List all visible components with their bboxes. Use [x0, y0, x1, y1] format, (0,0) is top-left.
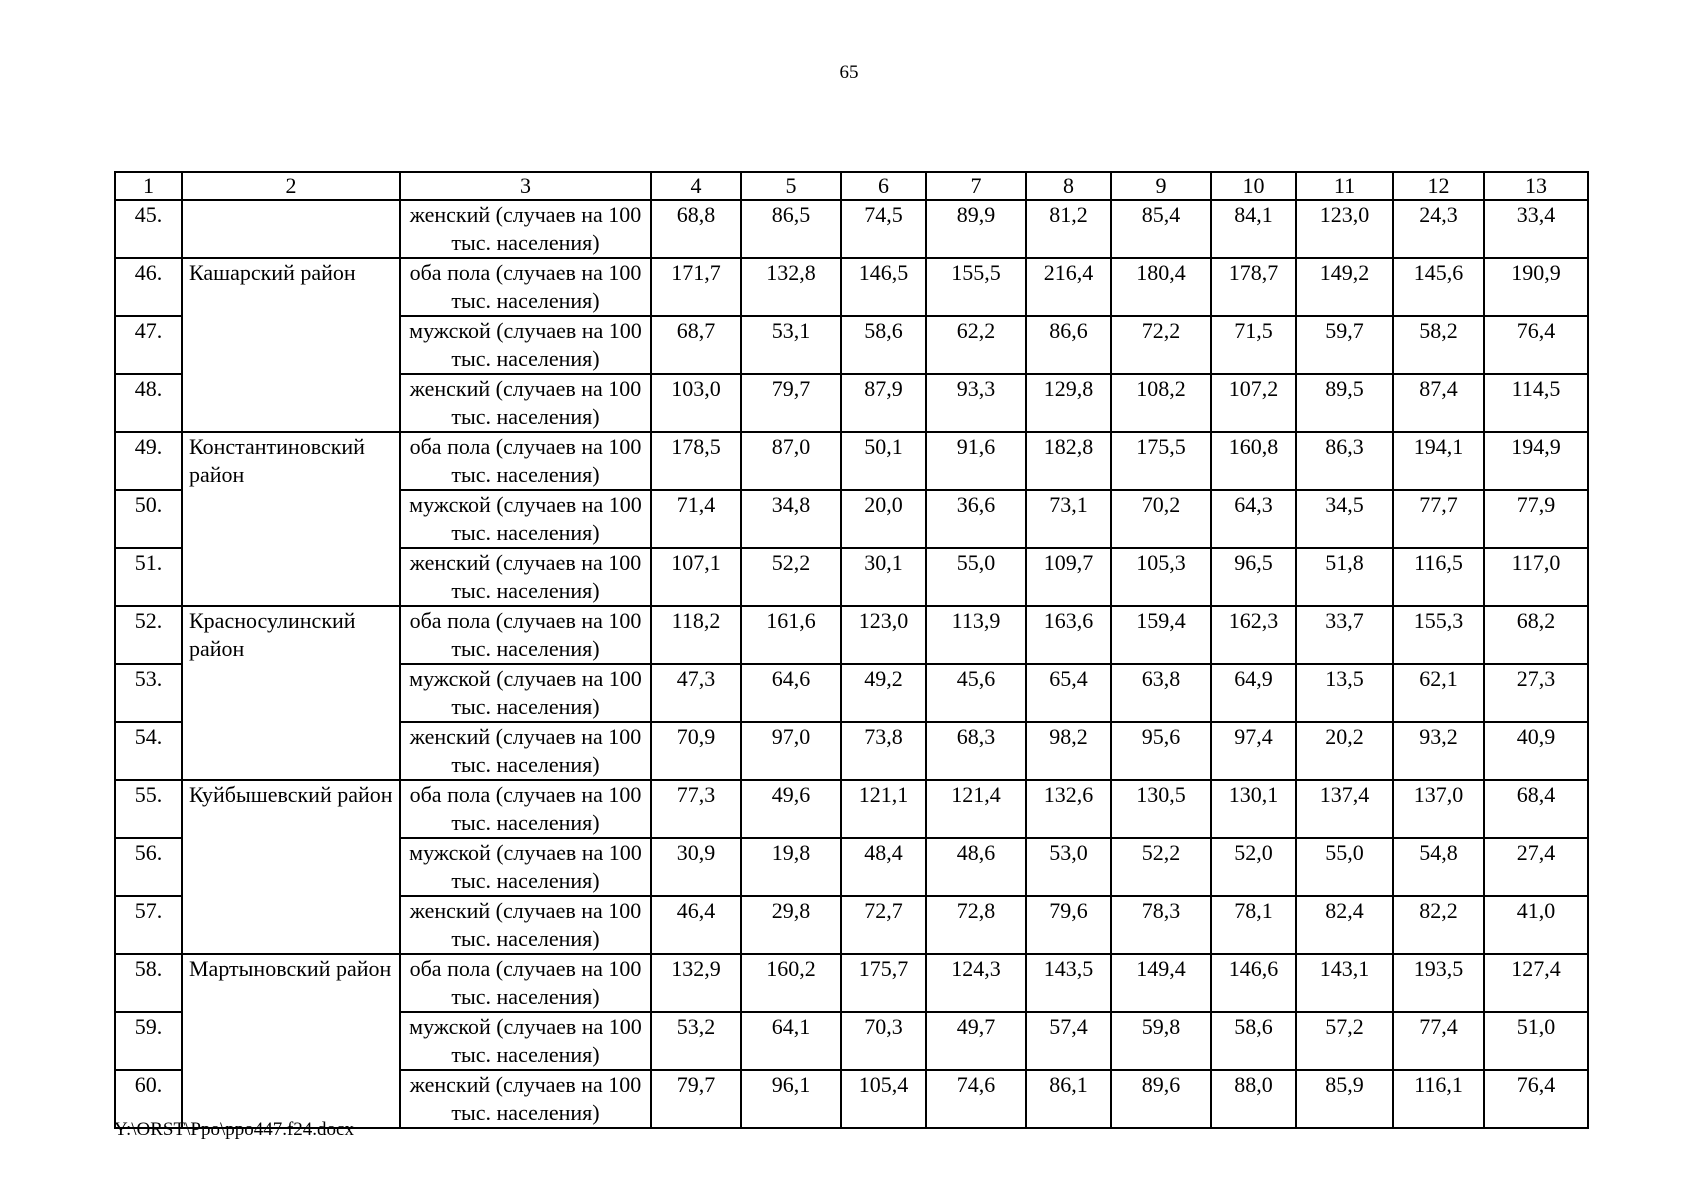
value-cell: 160,8: [1211, 432, 1296, 490]
value-cell: 146,6: [1211, 954, 1296, 1012]
value-cell: 116,1: [1393, 1070, 1484, 1128]
value-cell: 46,4: [651, 896, 741, 954]
value-cell: 65,4: [1026, 664, 1111, 722]
value-cell: 103,0: [651, 374, 741, 432]
value-cell: 77,3: [651, 780, 741, 838]
value-cell: 47,3: [651, 664, 741, 722]
indicator-label: оба пола (случаев на 100 тыс. населения): [400, 780, 651, 838]
column-header: 4: [651, 172, 741, 200]
table-row: [115, 200, 1588, 258]
row-number: 51.: [115, 548, 182, 606]
value-cell: 193,5: [1393, 954, 1484, 1012]
value-cell: 89,9: [926, 200, 1026, 258]
indicator-label: мужской (случаев на 100 тыс. населения): [400, 490, 651, 548]
table-body: [115, 172, 1588, 1128]
value-cell: 34,5: [1296, 490, 1393, 548]
district-name: Красносулинский район: [182, 606, 400, 780]
row-number: 57.: [115, 896, 182, 954]
value-cell: 74,6: [926, 1070, 1026, 1128]
value-cell: 68,7: [651, 316, 741, 374]
value-cell: 194,1: [1393, 432, 1484, 490]
value-cell: 49,2: [841, 664, 926, 722]
indicator-label: женский (случаев на 100 тыс. населения): [400, 548, 651, 606]
value-cell: 51,8: [1296, 548, 1393, 606]
value-cell: 87,0: [741, 432, 841, 490]
value-cell: 98,2: [1026, 722, 1111, 780]
value-cell: 48,6: [926, 838, 1026, 896]
column-header: 8: [1026, 172, 1111, 200]
value-cell: 87,9: [841, 374, 926, 432]
indicator-label: мужской (случаев на 100 тыс. населения): [400, 1012, 651, 1070]
indicator-label: оба пола (случаев на 100 тыс. населения): [400, 954, 651, 1012]
column-header: 1: [115, 172, 182, 200]
column-header: 7: [926, 172, 1026, 200]
indicator-label: женский (случаев на 100 тыс. населения): [400, 722, 651, 780]
value-cell: 149,2: [1296, 258, 1393, 316]
value-cell: 180,4: [1111, 258, 1211, 316]
indicator-label: мужской (случаев на 100 тыс. населения): [400, 316, 651, 374]
value-cell: 155,3: [1393, 606, 1484, 664]
value-cell: 64,3: [1211, 490, 1296, 548]
value-cell: 194,9: [1484, 432, 1588, 490]
value-cell: 29,8: [741, 896, 841, 954]
value-cell: 58,6: [841, 316, 926, 374]
value-cell: 89,6: [1111, 1070, 1211, 1128]
value-cell: 96,1: [741, 1070, 841, 1128]
indicator-label: оба пола (случаев на 100 тыс. населения): [400, 258, 651, 316]
value-cell: 62,2: [926, 316, 1026, 374]
row-number: 46.: [115, 258, 182, 316]
value-cell: 116,5: [1393, 548, 1484, 606]
column-header: 12: [1393, 172, 1484, 200]
value-cell: 40,9: [1484, 722, 1588, 780]
value-cell: 160,2: [741, 954, 841, 1012]
value-cell: 64,6: [741, 664, 841, 722]
value-cell: 114,5: [1484, 374, 1588, 432]
row-number: 56.: [115, 838, 182, 896]
value-cell: 55,0: [926, 548, 1026, 606]
value-cell: 182,8: [1026, 432, 1111, 490]
column-header: 10: [1211, 172, 1296, 200]
statistics-table: [114, 171, 1589, 1129]
value-cell: 79,6: [1026, 896, 1111, 954]
value-cell: 68,8: [651, 200, 741, 258]
value-cell: 76,4: [1484, 316, 1588, 374]
district-name: Константиновский район: [182, 432, 400, 606]
value-cell: 48,4: [841, 838, 926, 896]
value-cell: 146,5: [841, 258, 926, 316]
value-cell: 216,4: [1026, 258, 1111, 316]
value-cell: 93,2: [1393, 722, 1484, 780]
value-cell: 30,1: [841, 548, 926, 606]
value-cell: 77,7: [1393, 490, 1484, 548]
value-cell: 58,6: [1211, 1012, 1296, 1070]
value-cell: 178,7: [1211, 258, 1296, 316]
indicator-label: женский (случаев на 100 тыс. населения): [400, 374, 651, 432]
value-cell: 78,3: [1111, 896, 1211, 954]
value-cell: 175,5: [1111, 432, 1211, 490]
value-cell: 79,7: [741, 374, 841, 432]
row-number: 45.: [115, 200, 182, 258]
value-cell: 45,6: [926, 664, 1026, 722]
value-cell: 89,5: [1296, 374, 1393, 432]
value-cell: 62,1: [1393, 664, 1484, 722]
value-cell: 59,7: [1296, 316, 1393, 374]
value-cell: 53,2: [651, 1012, 741, 1070]
value-cell: 57,2: [1296, 1012, 1393, 1070]
value-cell: 27,3: [1484, 664, 1588, 722]
value-cell: 81,2: [1026, 200, 1111, 258]
indicator-label: оба пола (случаев на 100 тыс. населения): [400, 432, 651, 490]
value-cell: 36,6: [926, 490, 1026, 548]
value-cell: 41,0: [1484, 896, 1588, 954]
value-cell: 53,1: [741, 316, 841, 374]
value-cell: 58,2: [1393, 316, 1484, 374]
value-cell: 64,9: [1211, 664, 1296, 722]
row-number: 53.: [115, 664, 182, 722]
row-number: 59.: [115, 1012, 182, 1070]
value-cell: 91,6: [926, 432, 1026, 490]
value-cell: 86,6: [1026, 316, 1111, 374]
column-header: 6: [841, 172, 926, 200]
column-header: 11: [1296, 172, 1393, 200]
value-cell: 159,4: [1111, 606, 1211, 664]
row-number: 52.: [115, 606, 182, 664]
column-header: 5: [741, 172, 841, 200]
value-cell: 13,5: [1296, 664, 1393, 722]
table-row: [115, 432, 1588, 490]
value-cell: 70,2: [1111, 490, 1211, 548]
value-cell: 130,5: [1111, 780, 1211, 838]
indicator-label: женский (случаев на 100 тыс. населения): [400, 200, 651, 258]
value-cell: 190,9: [1484, 258, 1588, 316]
value-cell: 127,4: [1484, 954, 1588, 1012]
row-number: 50.: [115, 490, 182, 548]
value-cell: 49,6: [741, 780, 841, 838]
value-cell: 49,7: [926, 1012, 1026, 1070]
value-cell: 97,4: [1211, 722, 1296, 780]
row-number: 54.: [115, 722, 182, 780]
value-cell: 78,1: [1211, 896, 1296, 954]
value-cell: 33,4: [1484, 200, 1588, 258]
value-cell: 73,8: [841, 722, 926, 780]
value-cell: 121,1: [841, 780, 926, 838]
value-cell: 105,4: [841, 1070, 926, 1128]
value-cell: 178,5: [651, 432, 741, 490]
row-number: 55.: [115, 780, 182, 838]
value-cell: 77,4: [1393, 1012, 1484, 1070]
value-cell: 130,1: [1211, 780, 1296, 838]
value-cell: 162,3: [1211, 606, 1296, 664]
value-cell: 107,2: [1211, 374, 1296, 432]
value-cell: 70,9: [651, 722, 741, 780]
district-name: [182, 200, 400, 258]
table-row: [115, 954, 1588, 1012]
value-cell: 79,7: [651, 1070, 741, 1128]
value-cell: 70,3: [841, 1012, 926, 1070]
value-cell: 107,1: [651, 548, 741, 606]
indicator-label: мужской (случаев на 100 тыс. населения): [400, 838, 651, 896]
value-cell: 82,4: [1296, 896, 1393, 954]
value-cell: 64,1: [741, 1012, 841, 1070]
value-cell: 54,8: [1393, 838, 1484, 896]
value-cell: 124,3: [926, 954, 1026, 1012]
value-cell: 52,0: [1211, 838, 1296, 896]
row-number: 60.: [115, 1070, 182, 1128]
value-cell: 123,0: [841, 606, 926, 664]
indicator-label: женский (случаев на 100 тыс. населения): [400, 896, 651, 954]
value-cell: 88,0: [1211, 1070, 1296, 1128]
row-number: 58.: [115, 954, 182, 1012]
value-cell: 51,0: [1484, 1012, 1588, 1070]
value-cell: 137,4: [1296, 780, 1393, 838]
value-cell: 20,0: [841, 490, 926, 548]
value-cell: 85,4: [1111, 200, 1211, 258]
value-cell: 52,2: [741, 548, 841, 606]
value-cell: 77,9: [1484, 490, 1588, 548]
column-header: 2: [182, 172, 400, 200]
value-cell: 137,0: [1393, 780, 1484, 838]
value-cell: 132,9: [651, 954, 741, 1012]
value-cell: 72,8: [926, 896, 1026, 954]
table-row: [115, 606, 1588, 664]
column-header: 9: [1111, 172, 1211, 200]
value-cell: 96,5: [1211, 548, 1296, 606]
value-cell: 121,4: [926, 780, 1026, 838]
value-cell: 149,4: [1111, 954, 1211, 1012]
value-cell: 84,1: [1211, 200, 1296, 258]
value-cell: 163,6: [1026, 606, 1111, 664]
value-cell: 85,9: [1296, 1070, 1393, 1128]
row-number: 49.: [115, 432, 182, 490]
value-cell: 87,4: [1393, 374, 1484, 432]
value-cell: 132,6: [1026, 780, 1111, 838]
value-cell: 82,2: [1393, 896, 1484, 954]
value-cell: 71,4: [651, 490, 741, 548]
value-cell: 19,8: [741, 838, 841, 896]
row-number: 47.: [115, 316, 182, 374]
value-cell: 86,1: [1026, 1070, 1111, 1128]
value-cell: 171,7: [651, 258, 741, 316]
value-cell: 34,8: [741, 490, 841, 548]
value-cell: 30,9: [651, 838, 741, 896]
value-cell: 93,3: [926, 374, 1026, 432]
table-row: [115, 780, 1588, 838]
page-number: 65: [839, 62, 859, 83]
value-cell: 109,7: [1026, 548, 1111, 606]
row-number: 48.: [115, 374, 182, 432]
value-cell: 76,4: [1484, 1070, 1588, 1128]
district-name: Мартыновский район: [182, 954, 400, 1128]
value-cell: 118,2: [651, 606, 741, 664]
value-cell: 108,2: [1111, 374, 1211, 432]
value-cell: 71,5: [1211, 316, 1296, 374]
value-cell: 155,5: [926, 258, 1026, 316]
table-header-row: [115, 172, 1588, 200]
value-cell: 145,6: [1393, 258, 1484, 316]
value-cell: 55,0: [1296, 838, 1393, 896]
table-row: [115, 258, 1588, 316]
value-cell: 132,8: [741, 258, 841, 316]
value-cell: 86,3: [1296, 432, 1393, 490]
value-cell: 68,2: [1484, 606, 1588, 664]
value-cell: 63,8: [1111, 664, 1211, 722]
value-cell: 143,1: [1296, 954, 1393, 1012]
file-path: Y:\ORST\Ppo\ppo447.f24.docx: [114, 1119, 354, 1140]
value-cell: 123,0: [1296, 200, 1393, 258]
value-cell: 53,0: [1026, 838, 1111, 896]
value-cell: 113,9: [926, 606, 1026, 664]
value-cell: 143,5: [1026, 954, 1111, 1012]
value-cell: 27,4: [1484, 838, 1588, 896]
value-cell: 74,5: [841, 200, 926, 258]
value-cell: 97,0: [741, 722, 841, 780]
value-cell: 57,4: [1026, 1012, 1111, 1070]
value-cell: 50,1: [841, 432, 926, 490]
column-header: 3: [400, 172, 651, 200]
value-cell: 105,3: [1111, 548, 1211, 606]
value-cell: 73,1: [1026, 490, 1111, 548]
indicator-label: женский (случаев на 100 тыс. населения): [400, 1070, 651, 1128]
value-cell: 20,2: [1296, 722, 1393, 780]
value-cell: 33,7: [1296, 606, 1393, 664]
district-name: Куйбышевский район: [182, 780, 400, 954]
value-cell: 117,0: [1484, 548, 1588, 606]
value-cell: 161,6: [741, 606, 841, 664]
district-name: Кашарский район: [182, 258, 400, 432]
value-cell: 86,5: [741, 200, 841, 258]
value-cell: 52,2: [1111, 838, 1211, 896]
column-header: 13: [1484, 172, 1588, 200]
value-cell: 59,8: [1111, 1012, 1211, 1070]
value-cell: 68,4: [1484, 780, 1588, 838]
value-cell: 72,2: [1111, 316, 1211, 374]
value-cell: 72,7: [841, 896, 926, 954]
value-cell: 24,3: [1393, 200, 1484, 258]
value-cell: 68,3: [926, 722, 1026, 780]
indicator-label: мужской (случаев на 100 тыс. населения): [400, 664, 651, 722]
value-cell: 95,6: [1111, 722, 1211, 780]
indicator-label: оба пола (случаев на 100 тыс. населения): [400, 606, 651, 664]
value-cell: 129,8: [1026, 374, 1111, 432]
value-cell: 175,7: [841, 954, 926, 1012]
